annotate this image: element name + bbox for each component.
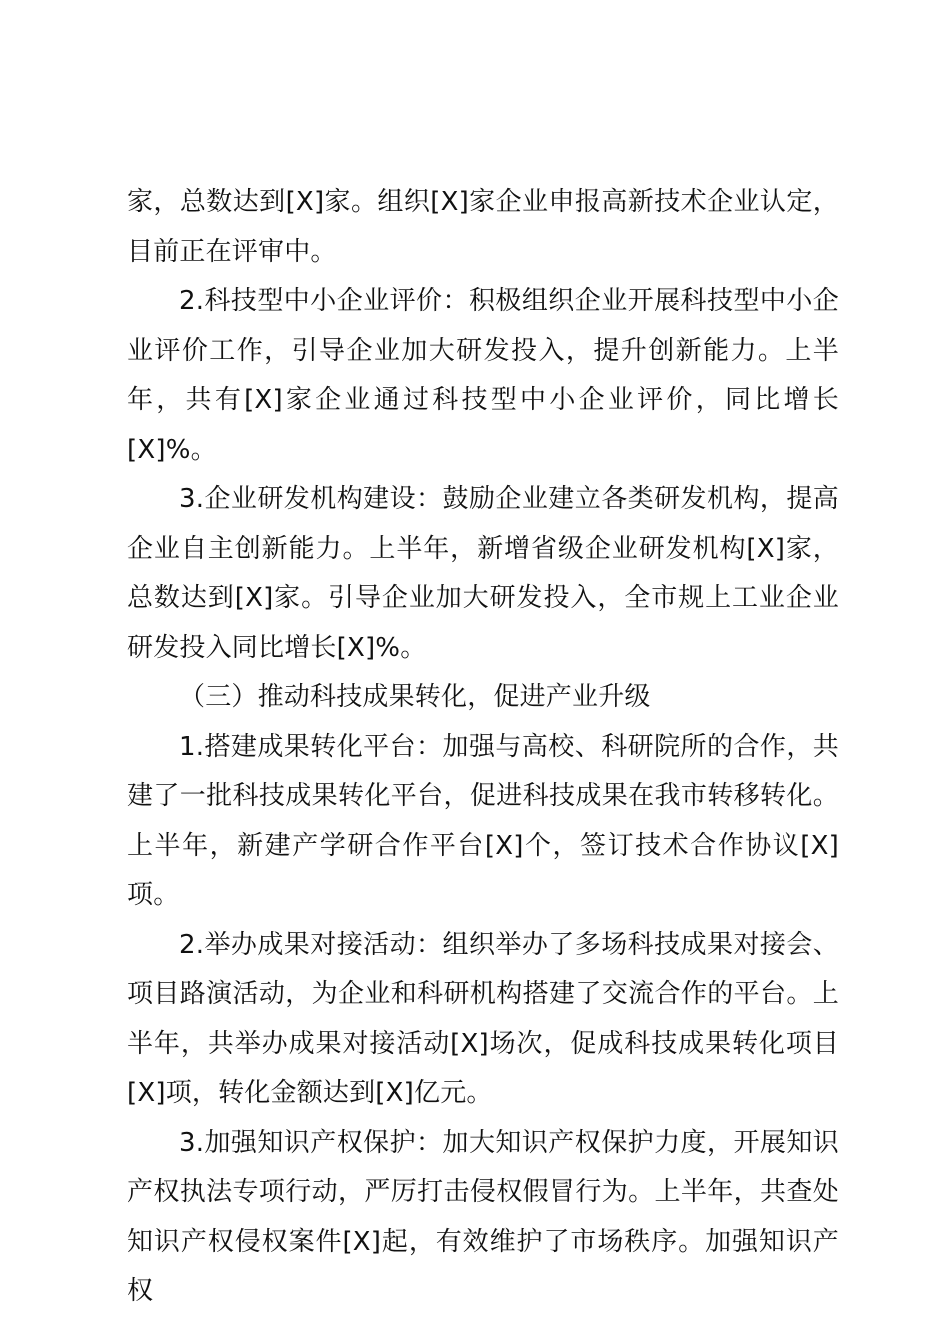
section-heading-tech-transfer: （三）推动科技成果转化，促进产业升级 [179,682,651,712]
paragraph-continuation: 家，总数达到[X]家。组织[X]家企业申报高新技术企业认定，目前正在评审中。 [127,187,839,267]
paragraph-ip-protection: 3.加强知识产权保护：加大知识产权保护力度，开展知识产权执法专项行动，严厉打击侵权假冒行为。上半年，共查处知识产权侵权案件[X]起，有效维护了市场秩序。加强知识产权 [127,1127,839,1306]
document-body [127,178,839,1317]
paragraph-matching-events: 2.举办成果对接活动：组织举办了多场科技成果对接会、项目路演活动，为企业和科研机构搭建了交流合作的平台。上半年，共举办成果对接活动[X]场次，促成科技成果转化项目[X]项，转化金额达到[X]亿元。 [127,929,839,1108]
paragraph-sme-evaluation: 2.科技型中小企业评价：积极组织企业开展科技型中小企业评价工作，引导企业加大研发投入，提升创新能力。上半年，共有[X]家企业通过科技型中小企业评价，同比增长[X]%。 [127,286,839,465]
paragraph-transfer-platform: 1.搭建成果转化平台：加强与高校、科研院所的合作，共建了一批科技成果转化平台，促进科技成果在我市转移转化。上半年，新建产学研合作平台[X]个，签订技术合作协议[X]项。 [127,731,839,910]
paragraph-rd-institutions: 3.企业研发机构建设：鼓励企业建立各类研发机构，提高企业自主创新能力。上半年，新增省级企业研发机构[X]家，总数达到[X]家。引导企业加大研发投入，全市规上工业企业研发投入同比增长[X]%。 [127,484,839,663]
